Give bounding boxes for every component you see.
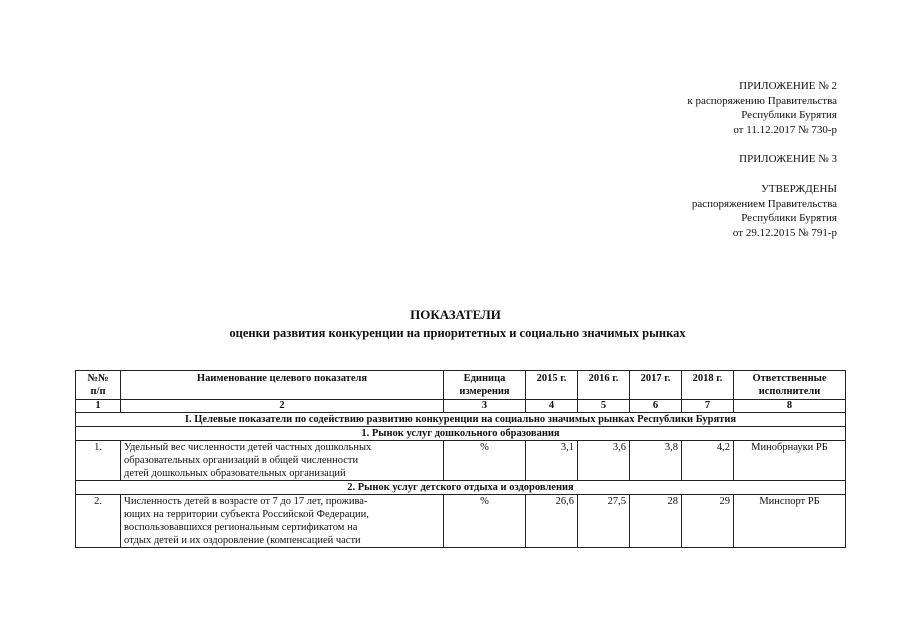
value-2017: 3,8 (630, 441, 682, 481)
column-number: 2 (121, 400, 444, 413)
header-2018: 2018 г. (682, 371, 734, 400)
header-2016: 2016 г. (578, 371, 630, 400)
header-num (76, 371, 121, 400)
subsection-title: 2. Рынок услуг детского отдыха и оздоровления (76, 481, 846, 495)
section-title: I. Целевые показатели по содействию развитию конкуренции на социально значимых рынках Республики Бурятия (76, 413, 846, 427)
value-2017: 28 (630, 495, 682, 548)
appendix-2-stamp (687, 79, 837, 137)
responsible-cell: Минобрнауки РБ (734, 441, 846, 481)
appendix-3-stamp (739, 152, 837, 167)
responsible-cell: Минспорт РБ (734, 495, 846, 548)
indicator-name-line: Удельный вес численности детей частных дошкольных (124, 442, 372, 453)
stamp-line: от 11.12.2017 № 730-р (733, 123, 837, 136)
header-unit-line1: Единица (463, 373, 506, 384)
subsection-row (76, 481, 846, 495)
header-2015: 2015 г. (526, 371, 578, 400)
stamp-line: к распоряжению Правительства (687, 94, 837, 107)
column-number: 8 (734, 400, 846, 413)
header-unit-line2: измерения (459, 386, 510, 397)
stamp-line: распоряжением Правительства (691, 197, 837, 210)
row-number: 2. (76, 495, 121, 548)
stamp-line: Республики Бурятия (741, 109, 837, 121)
indicator-name-line: детей дошкольных образовательных организаций (124, 468, 346, 479)
column-number: 5 (578, 400, 630, 413)
value-2016: 3,6 (578, 441, 630, 481)
table-row (76, 495, 846, 548)
value-2015: 3,1 (526, 441, 578, 481)
approval-stamp (692, 182, 837, 240)
value-2018: 4,2 (682, 441, 734, 481)
header-resp-line2: исполнители (758, 386, 821, 397)
indicator-name-line: Численность детей в возрасте от 7 до 17 лет, прожива- (124, 496, 368, 507)
stamp-line: ПРИЛОЖЕНИЕ № 3 (739, 153, 837, 165)
stamp-line: ПРИЛОЖЕНИЕ № 2 (739, 80, 837, 92)
indicators-table (75, 370, 846, 548)
header-name: Наименование целевого показателя (121, 371, 444, 400)
stamp-line: УТВЕРЖДЕНЫ (761, 183, 837, 195)
table-header-row (76, 371, 846, 400)
title-main: ПОКАЗАТЕЛИ (410, 307, 501, 322)
column-number: 6 (630, 400, 682, 413)
section-row (76, 413, 846, 427)
indicator-name-line: отдых детей и их оздоровление (компенсацией части (124, 535, 361, 546)
unit-cell: % (444, 495, 526, 548)
unit-cell: % (444, 441, 526, 481)
row-number: 1. (76, 441, 121, 481)
subsection-title: 1. Рынок услуг дошкольного образования (76, 427, 846, 441)
column-number-row (76, 400, 846, 413)
value-2016: 27,5 (578, 495, 630, 548)
indicator-name (121, 495, 444, 548)
value-2018: 29 (682, 495, 734, 548)
header-responsible (734, 371, 846, 400)
document-title (0, 307, 905, 341)
header-resp-line1: Ответственные (752, 373, 827, 384)
subsection-row (76, 427, 846, 441)
header-2017: 2017 г. (630, 371, 682, 400)
value-2015: 26,6 (526, 495, 578, 548)
stamp-line: Республики Бурятия (741, 212, 837, 224)
stamp-line: от 29.12.2015 № 791-р (732, 226, 837, 239)
title-subtitle: оценки развития конкуренции на приоритетных и социально значимых рынках (229, 326, 686, 340)
indicator-name-line: ющих на территории субъекта Российской Федерации, (124, 509, 369, 520)
column-number: 7 (682, 400, 734, 413)
header-num-line1: №№ (87, 373, 109, 384)
table-row (76, 441, 846, 481)
column-number: 3 (444, 400, 526, 413)
indicator-name-line: образовательных организаций в общей численности (124, 455, 359, 466)
header-unit (444, 371, 526, 400)
column-number: 4 (526, 400, 578, 413)
header-num-line2: п/п (90, 386, 106, 397)
column-number: 1 (76, 400, 121, 413)
indicator-name-line: воспользовавшихся региональным сертификатом на (124, 522, 358, 533)
indicator-name (121, 441, 444, 481)
